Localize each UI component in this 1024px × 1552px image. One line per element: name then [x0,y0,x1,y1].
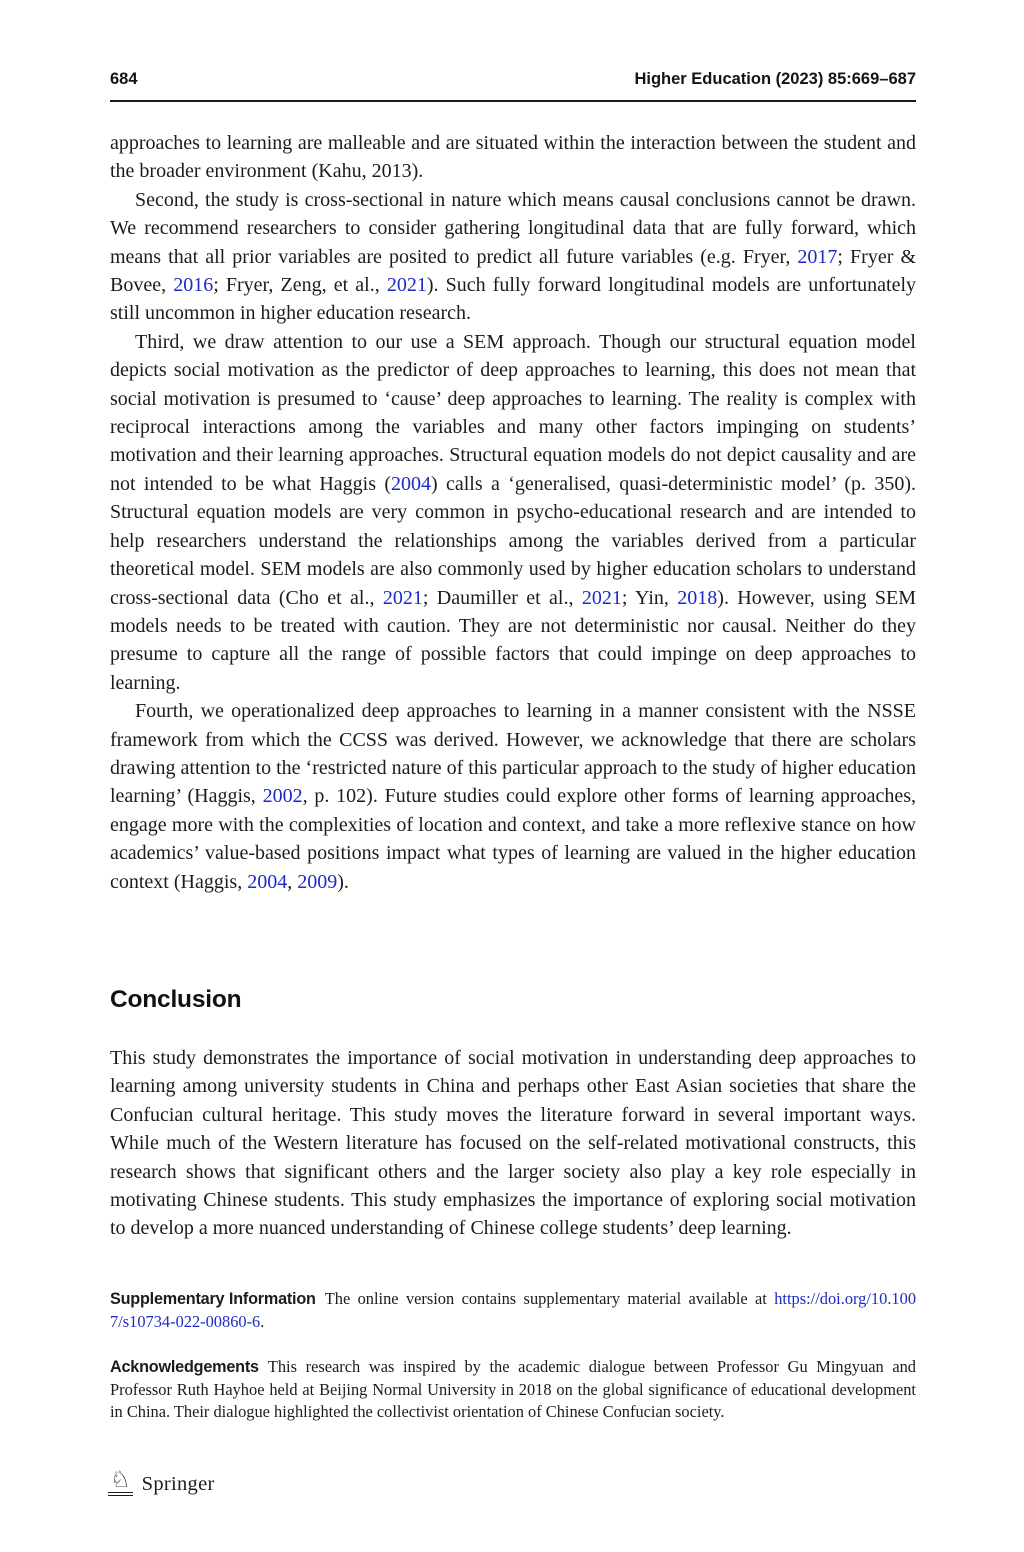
acknowledgements-note [110,1356,916,1424]
text-run: approaches to learning are malleable and are situated within the interaction between the student and the broader environment (Kahu, 2013). [110,132,916,183]
text-run: Fourth, we operationalized deep approaches to learning in a manner consistent with the NSSE framework from which the CCSS was derived. However, we acknowledge that there are scholars drawing attention to the ‘restricted nature of this particular approach to the study of higher education learning’ (Haggis, [110,700,916,808]
citation-link[interactable]: 2021 [386,274,427,297]
text-run: . [260,1311,265,1331]
springer-horse-logo-icon: ♘ [108,1468,133,1496]
text-run: ). However, using SEM models needs to be treated with caution. They are not deterministic nor causal. Neither do they presume to capture all the range of possible factors that could impinge on deep approaches to learning. [110,586,916,694]
supplementary-information-note [110,1288,916,1333]
doi-link[interactable]: org/10.1007/s10734-022-00860-6 [110,1289,917,1331]
paragraph [110,328,916,697]
publisher-name: Springer [141,1473,215,1495]
paragraph [110,1044,916,1243]
text-run: This research was inspired by the academic dialogue between Professor Gu Mingyuan and Professor Ruth Hayhoe held at Beijing Normal University in 2018 on the global significance of educational development in China. Their dialogue highlighted the collectivist orientation of Chinese Confucian society. [110,1357,916,1422]
citation-link[interactable]: 2018 [677,586,718,609]
paragraph [110,129,916,186]
citation-link[interactable]: 2009 [297,870,338,893]
supplementary-information-label: Supplementary Information [110,1290,316,1308]
text-run: ; Yin, [621,586,678,609]
text-run: ; Fryer & Bovee, [110,245,916,297]
page-number: 684 [110,70,138,88]
text-run: ). Such fully forward longitudinal models are unfortunately still uncommon in higher education research. [110,274,917,325]
text-run: , [287,870,298,893]
paragraph [110,697,916,896]
citation-link[interactable]: 2017 [797,245,838,268]
section-heading-conclusion: Conclusion [110,986,242,1013]
citation-link[interactable]: 2021 [581,586,622,609]
page-header [110,70,916,102]
paragraph [110,186,916,328]
citation-link[interactable]: 2004 [391,472,432,495]
journal-reference: Higher Education (2023) 85:669–687 [634,70,916,88]
citation-link[interactable]: 2021 [382,586,423,609]
text-run: The online version contains supplementary material available at [324,1289,775,1308]
citation-link[interactable]: 2016 [173,274,214,297]
text-run: ) calls a ‘generalised, quasi-deterministic model’ (p. 350). Structural equation models are very common in psycho-educational research and are intended to help researchers understand the relationships among the variables derived from a particular theoretical model. SEM models are also commonly used by higher education scholars to understand cross-sectional data (Cho et al., [110,472,916,609]
text-run: , p. 102). Future studies could explore other forms of learning approaches, engage more with the complexities of location and context, and take a more reflexive stance on how academics’ value-based positions impact what types of learning are valued in the higher education context (Haggis, [110,785,916,893]
text-run: Second, the study is cross-sectional in nature which means causal conclusions cannot be drawn. We recommend researchers to consider gathering longitudinal data that are fully forward, which means that all prior variables are posited to predict all future variables (e.g. Fryer, [110,188,916,268]
acknowledgements-label: Acknowledgements [110,1358,259,1376]
text-run: ; Fryer, Zeng, et al., [213,274,387,297]
article-body [110,129,916,896]
text-run: ; Daumiller et al., [422,586,582,609]
text-run: Third, we draw attention to our use a SEM approach. Though our structural equation model depicts social motivation as the predictor of deep approaches to learning, this does not mean that social motivation is presumed to ‘cause’ deep approaches to learning. The reality is complex with reciprocal interactions among the variables and many other factors impinging on students’ motivation and their learning approaches. Structural equation models do not depict causality and are not intended to be what Haggis ( [110,330,916,495]
citation-link[interactable]: 2002 [262,785,303,808]
doi-link[interactable]: https://doi. [774,1289,845,1308]
conclusion-body [110,1044,916,1243]
text-run: ). [337,870,349,893]
publisher-footer [108,1468,215,1496]
citation-link[interactable]: 2004 [247,870,288,893]
text-run: This study demonstrates the importance of social motivation in understanding deep approaches to learning among university students in China and perhaps other East Asian societies that share the Confucian cultural heritage. This study moves the literature forward in several important ways. While much of the Western literature has focused on the self-related motivational constructs, this research shows that significant others and the larger society also play a key role especially in motivating Chinese students. This study emphasizes the importance of exploring social motivation to develop a more nuanced understanding of Chinese college students’ deep learning. [110,1047,916,1240]
